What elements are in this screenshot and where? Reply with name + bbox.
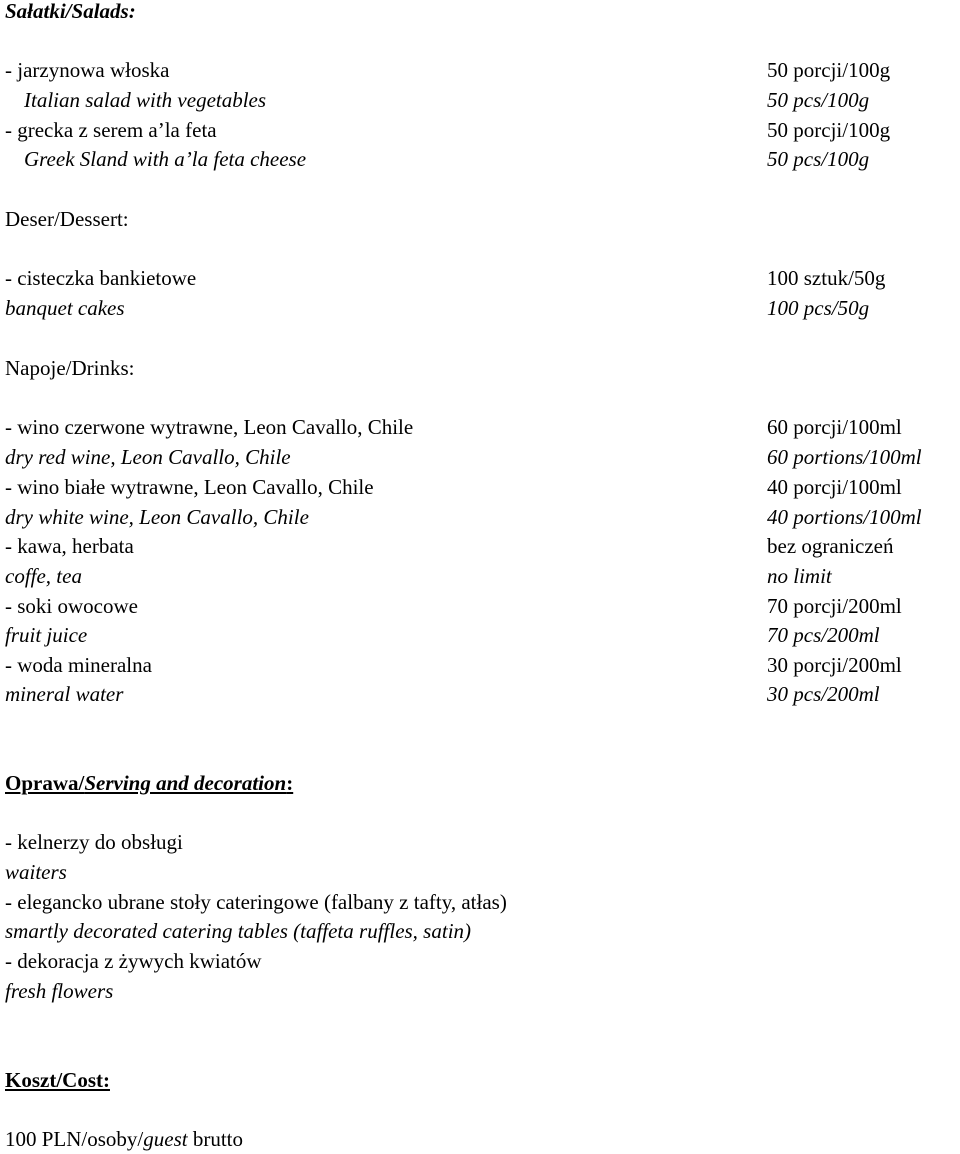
drink-item-pl: - wino białe wytrawne, Leon Cavallo, Chile [5,475,374,499]
cost-price: 100 PLN/osoby/ [5,1127,144,1151]
dessert-heading: Deser/Dessert: [5,207,129,231]
salad-item-en: Italian salad with vegetables [24,88,267,112]
serving-item-pl: - dekoracja z żywych kwiatów [5,949,262,973]
dessert-qty-en: 100 pcs/50g [767,296,870,320]
drink-item-pl: - woda mineralna [5,653,152,677]
cost-heading: Koszt/Cost: [5,1068,110,1092]
drink-item-en: dry white wine, Leon Cavallo, Chile [5,505,309,529]
drink-qty-pl: bez ograniczeń [767,534,894,558]
dessert-item-pl: - cisteczka bankietowe [5,266,197,290]
drink-qty-en: 30 pcs/200ml [767,682,880,706]
salads-heading: Sałatki/Salads: [5,0,136,23]
drink-qty-pl: 70 porcji/200ml [767,594,902,618]
dessert-item-en: banquet cakes [5,296,125,320]
drink-qty-en: 40 portions/100ml [767,505,922,529]
drink-item-pl: - soki owocowe [5,594,138,618]
serving-item-pl: - elegancko ubrane stoły cateringowe (falbany z tafty, atłas) [5,890,507,914]
drink-qty-en: 60 portions/100ml [767,445,922,469]
serving-heading-colon: : [286,771,294,795]
serving-heading [5,770,293,796]
drink-item-en: dry red wine, Leon Cavallo, Chile [5,445,291,469]
drink-item-en: mineral water [5,682,124,706]
dessert-qty-pl: 100 sztuk/50g [767,266,886,290]
serving-item-pl: - kelnerzy do obsługi [5,830,183,854]
salad-item-pl: - jarzynowa włoska [5,58,170,82]
salad-qty-pl: 50 porcji/100g [767,58,891,82]
salad-qty-en: 50 pcs/100g [767,147,870,171]
salad-qty-en: 50 pcs/100g [767,88,870,112]
drink-item-pl: - wino czerwone wytrawne, Leon Cavallo, Chile [5,415,414,439]
serving-item-en: waiters [5,860,67,884]
drink-item-en: coffe, tea [5,564,82,588]
drink-item-en: fruit juice [5,623,88,647]
drink-qty-en: 70 pcs/200ml [767,623,880,647]
cost-gross: brutto [187,1127,244,1151]
drink-item-pl: - kawa, herbata [5,534,134,558]
drink-qty-en: no limit [767,564,832,588]
salad-qty-pl: 50 porcji/100g [767,118,891,142]
salad-item-en: Greek Sland with a’la feta cheese [24,147,307,171]
cost-value [5,1126,243,1152]
salad-item-pl: - grecka z serem a’la feta [5,118,217,142]
serving-heading-en: Serving and decoration [84,771,287,795]
drink-qty-pl: 30 porcji/200ml [767,653,902,677]
drink-qty-pl: 60 porcji/100ml [767,415,902,439]
drinks-heading: Napoje/Drinks: [5,356,135,380]
serving-item-en: fresh flowers [5,979,114,1003]
drink-qty-pl: 40 porcji/100ml [767,475,902,499]
serving-heading-pl: Oprawa/ [5,771,85,795]
serving-item-en: smartly decorated catering tables (taffeta ruffles, satin) [5,919,472,943]
cost-guest: guest [143,1127,188,1151]
